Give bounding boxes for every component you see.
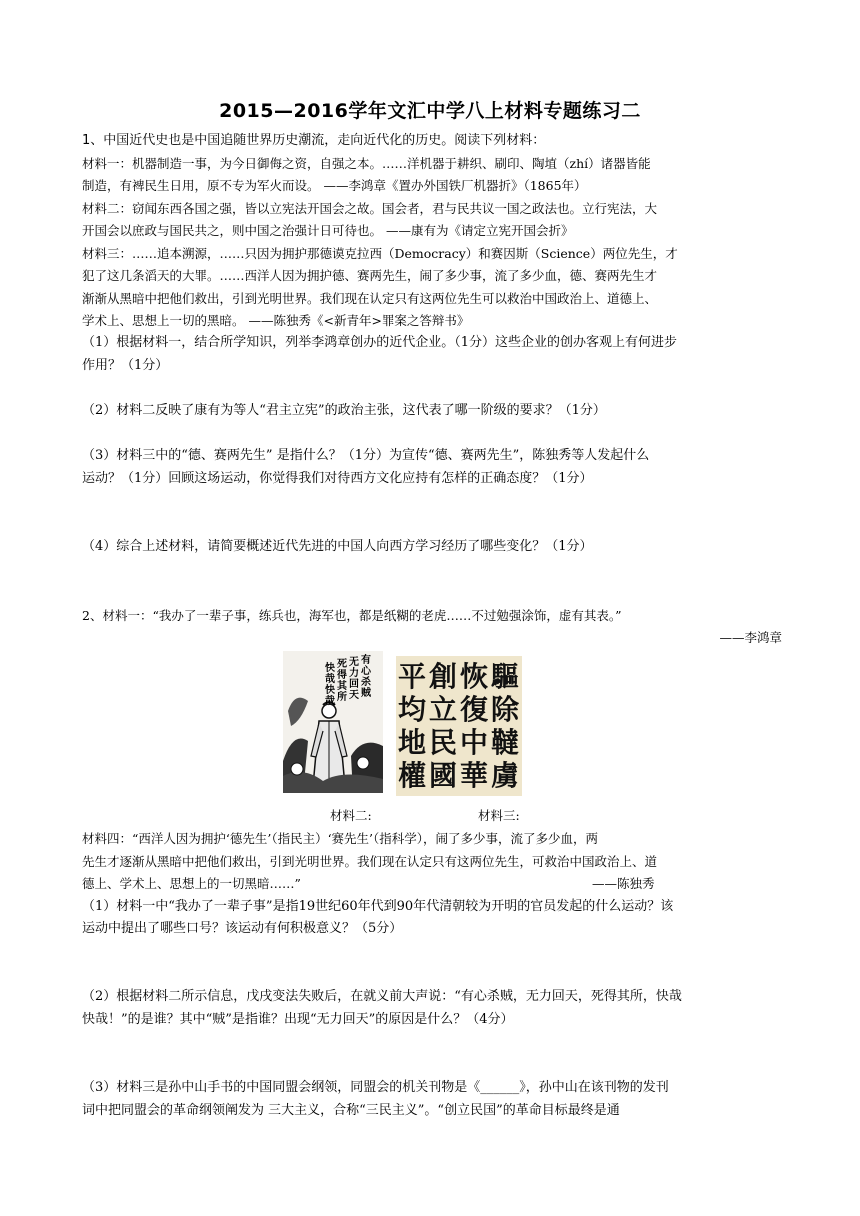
q1-material3-line3: 渐渐从黑暗中把他们救出，引到光明世界。我们现在认定只有这两位先生可以救治中国政治上、道德上、 bbox=[82, 291, 658, 306]
q2-material4-author: ——陈独秀 bbox=[592, 876, 655, 891]
q1-material3-line1: 材料三：……追本溯源，……只因为拥护那德谟克拉西（Democracy）和赛因斯（Science）两位先生，才 bbox=[82, 246, 678, 261]
calligraphy-col3: 創立民國 bbox=[428, 660, 457, 792]
q1-material2-line1: 材料二：窃闻东西各国之强，皆以立宪法开国会之故。国会者，君与民共议一国之政法也。立行宪法，大 bbox=[82, 201, 658, 216]
calligraphy-col2: 恢復中華 bbox=[459, 660, 488, 792]
q1-sub3-line2: 运动？（1分）回顾这场运动，你觉得我们对待西方文化应持有怎样的正确态度？（1分） bbox=[82, 471, 593, 486]
cartoon-caption-col2: 无力回天 bbox=[349, 657, 359, 701]
q2-sub2-line1: （2）根据材料二所示信息，戊戌变法失败后，在就义前大声说：“有心杀贼，无力回天，死得其所，快哉 bbox=[82, 989, 682, 1004]
q1-material1-line2: 制造，有裨民生日用，原不专为军火而设。 ——李鸿章《置办外国铁厂机器折》（1865年） bbox=[82, 178, 587, 193]
q2-material4-line3: 德上、学术上、思想上的一切黑暗……” bbox=[82, 876, 301, 891]
tan-sitong-cartoon-image bbox=[283, 651, 383, 793]
tongmenghui-calligraphy-image bbox=[396, 656, 522, 796]
q1-sub4: （4）综合上述材料，请简要概述近代先进的中国人向西方学习经历了哪些变化？（1分） bbox=[82, 539, 593, 554]
q2-sub1-line1: （1）材料一中“我办了一辈子事”是指19世纪60年代到90年代清朝较为开明的官员发起的什么运动？该 bbox=[82, 899, 674, 914]
q2-material1: 2、材料一：“我办了一辈子事，练兵也，海军也，都是纸糊的老虎……不过勉强涂饰，虚有其表。” bbox=[82, 608, 622, 623]
q1-sub1-line2: 作用？（1分） bbox=[82, 358, 169, 373]
q2-material4-line1: 材料四：“西洋人因为拥护‘德先生’（指民主）‘赛先生’（指科学），闹了多少事，流了多少血，两 bbox=[82, 831, 599, 846]
q2-sub3-line2: 词中把同盟会的革命纲领阐发为 三大主义，合称“三民主义”。“创立民国”的革命目标最终是通 bbox=[82, 1103, 620, 1118]
cartoon-caption-col3: 死得其所 bbox=[337, 659, 347, 703]
q2-sub3-line1: （3）材料三是孙中山手书的中国同盟会纲领，同盟会的机关刊物是《______》，孙中山在该刊物的发刊 bbox=[82, 1080, 669, 1095]
caption-material2: 材料二: bbox=[330, 808, 372, 823]
calligraphy-col4: 平均地權 bbox=[397, 660, 426, 792]
q2-material1-author: ——李鸿章 bbox=[719, 630, 782, 645]
q1-sub2: （2）材料二反映了康有为等人“君主立宪”的政治主张，这代表了哪一阶级的要求？（1分） bbox=[82, 403, 606, 418]
q1-material2-line2: 开国会以庶政与国民共之，则中国之治强计日可待也。 ——康有为《请定立宪开国会折》 bbox=[82, 223, 574, 238]
q1-material1-line1: 材料一：机器制造一事，为今日御侮之资，自强之本。……洋机器于耕织、刷印、陶埴（zhí）诸器皆能 bbox=[82, 156, 651, 171]
q1-sub3-line1: （3）材料三中的“德、赛两先生” 是指什么？（1分）为宣传“德、赛两先生”，陈独秀等人发起什么 bbox=[82, 448, 650, 463]
q2-sub2-line2: 快哉！”的是谁？其中“贼”是指谁？出现“无力回天”的原因是什么？（4分） bbox=[82, 1012, 514, 1027]
q2-material4-line2: 先生才逐渐从黑暗中把他们救出，引到光明世界。我们现在认定只有这两位先生，可救治中国政治上、道 bbox=[82, 854, 658, 869]
q1-material3-line4: 学术上、思想上一切的黑暗。 ——陈独秀《<新青年>罪案之答辩书》 bbox=[82, 313, 470, 328]
q2-sub1-line2: 运动中提出了哪些口号？该运动有何积极意义？（5分） bbox=[82, 921, 403, 936]
calligraphy-col1: 驅除韃虜 bbox=[490, 660, 519, 792]
q1-material3-line2: 犯了这几条滔天的大罪。……西洋人因为拥护德、赛两先生，闹了多少事，流了多少血，德、赛两先生才 bbox=[82, 268, 658, 283]
q1-intro: 1、中国近代史也是中国追随世界历史潮流，走向近代化的历史。阅读下列材料： bbox=[82, 133, 546, 148]
q1-sub1-line1: （1）根据材料一，结合所学知识，列举李鸿章创办的近代企业。（1分）这些企业的创办客观上有何进步 bbox=[82, 335, 678, 350]
caption-material3: 材料三: bbox=[478, 808, 520, 823]
page-title: 2015—2016学年文汇中学八上材料专题练习二 bbox=[219, 100, 641, 122]
cartoon-caption-col4: 快哉快哉 bbox=[325, 663, 335, 707]
cartoon-caption-col1: 有心杀贼 bbox=[361, 655, 371, 699]
